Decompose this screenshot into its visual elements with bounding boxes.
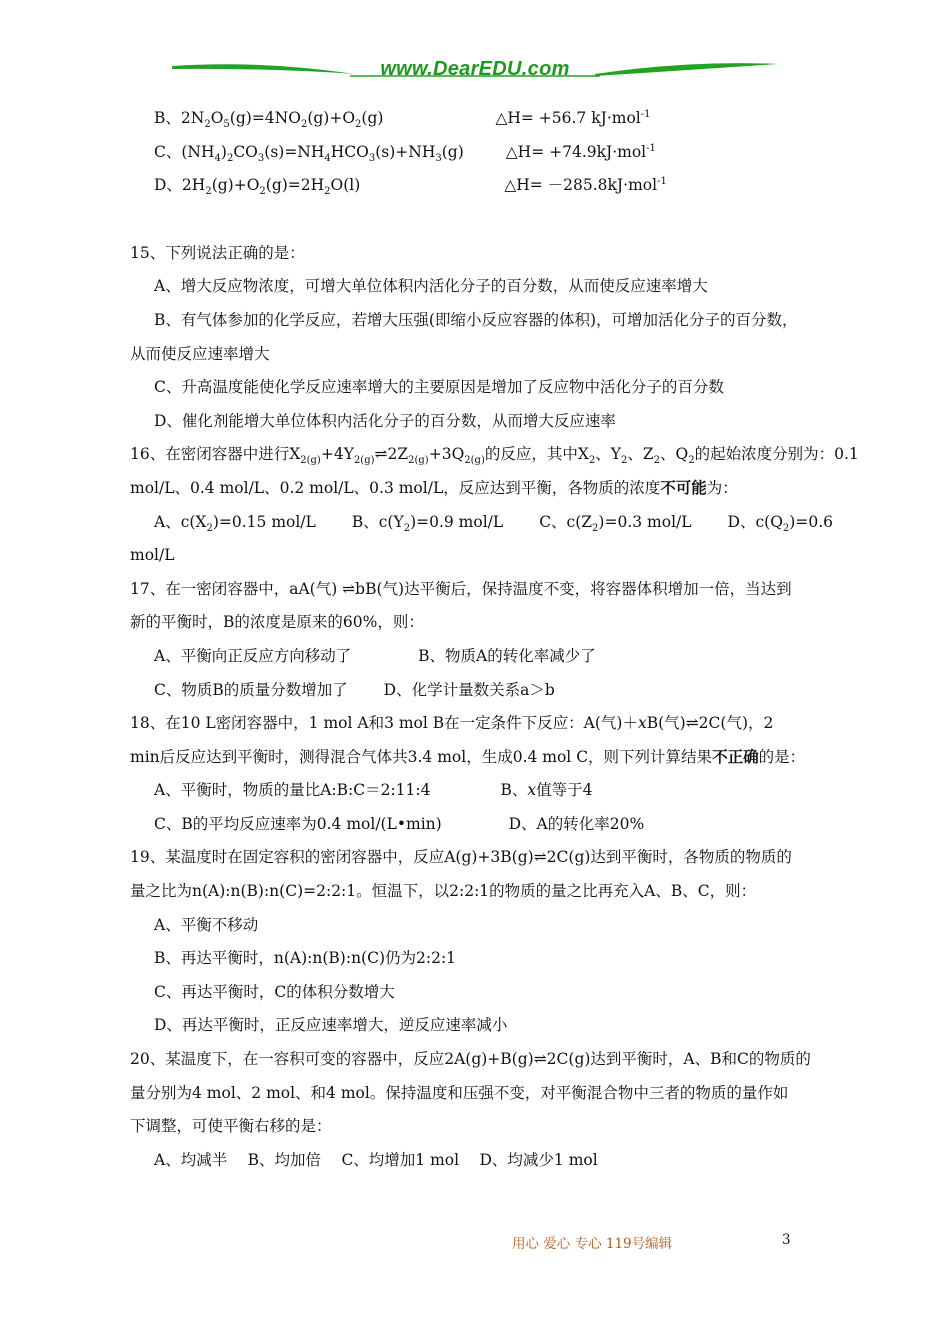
q18-stem-line2: min后反应达到平衡时，测得混合气体共3.4 mol，生成0.4 mol C，则下列计算结果不正确的是： xyxy=(130,747,806,766)
footer-text: 用心 爱心 专心 119号编辑 xyxy=(512,1236,673,1252)
site-logo: www.DearEDU.com xyxy=(380,58,570,80)
q15-option-c: C、升高温度能使化学反应速率增大的主要原因是增加了反应物中活化分子的百分数 xyxy=(154,378,724,397)
q17-options-ab: A、平衡向正反应方向移动了 B、物质A的转化率减少了 xyxy=(154,646,596,665)
q15-option-a: A、增大反应物浓度，可增大单位体积内活化分子的百分数，从而使反应速率增大 xyxy=(154,277,708,296)
q19-option-c: C、再达平衡时，C的体积分数增大 xyxy=(154,982,395,1001)
q15-stem: 15、下列说法正确的是： xyxy=(130,243,305,262)
q20-options: A、均减半 B、均加倍 C、均增加1 mol D、均减少1 mol xyxy=(154,1150,598,1169)
q19-option-b: B、再达平衡时，n(A):n(B):n(C)仍为2:2:1 xyxy=(154,949,457,968)
q20-stem-line2: 量分别为4 mol、2 mol、和4 mol。保持温度和压强不变，对平衡混合物中三者的物质的量作如 xyxy=(130,1083,789,1102)
q14-option-c: C、$(NH_4)_2CO_3(s)=NH_4HCO_3(s)+NH_3(g)$ △H= +74.9kJ·mol$^{-1}$ xyxy=(154,142,656,164)
q18-stem-line1: 18、在10 L密闭容器中，1 mol A和3 mol B在一定条件下反应：A(气)＋xB(气)⇌2C(气)，2 xyxy=(130,714,774,733)
q18-options-cd: C、B的平均反应速率为0.4 mol/(L•min) D、A的转化率20% xyxy=(154,814,645,833)
q19-stem-line1: 19、某温度时在固定容积的密闭容器中，反应A(g)+3B(g)⇌2C(g)达到平衡时，各物质的物质的 xyxy=(130,848,792,867)
q14-option-d: D、$2H_2(g)+O_2(g)=2H_2O(l)$ △H= －285.8kJ·mol$^{-1}$ xyxy=(154,176,667,198)
q18-options-ab: A、平衡时，物质的量比A:B:C＝2:11:4 B、x值等于4 xyxy=(154,781,593,800)
q19-option-d: D、再达平衡时，正反应速率增大，逆反应速率减小 xyxy=(154,1016,508,1035)
q17-options-cd: C、物质B的质量分数增加了 D、化学计量数关系a＞b xyxy=(154,680,555,699)
q14-option-b: B、$2N_2O_5(g)=4NO_2(g)+O_2(g)$ △H= +56.7 kJ·mol$^{-1}$ xyxy=(154,108,651,131)
q15-option-d: D、催化剂能增大单位体积内活化分子的百分数，从而增大反应速率 xyxy=(154,411,616,430)
document-body xyxy=(130,102,859,1177)
q15-option-b-line2: 从而使反应速率增大 xyxy=(130,344,270,363)
q17-stem-line1: 17、在一密闭容器中，aA(气) ⇌bB(气)达平衡后，保持温度不变，将容器体积增加一倍，当达到 xyxy=(130,579,792,598)
q16-stem-line1: 16、在密闭容器中进行$X_{2(g)}+4Y_{2(g)}\rightleftharpoons 2Z_{2(g)}+3Q_{2(g)}$的反应，其中$X_2$、$Y_2$、$Z_2$、$Q_2$的起始浓度分别为：0.1 xyxy=(130,445,859,467)
q19-stem-line2: 量之比为n(A):n(B):n(C)=2:2:1。恒温下，以2:2:1的物质的量之比再充入A、B、C，则： xyxy=(130,882,757,901)
q19-option-a: A、平衡不移动 xyxy=(154,915,259,934)
q16-options-cont: mol/L xyxy=(130,546,175,565)
page-header xyxy=(170,52,780,92)
q17-stem-line2: 新的平衡时，B的浓度是原来的60%，则： xyxy=(130,613,424,632)
page-number: 3 xyxy=(782,1232,791,1248)
q15-option-b-line1: B、有气体参加的化学反应，若增大压强(即缩小反应容器的体积)，可增加活化分子的百分数， xyxy=(154,310,798,329)
q16-options: A、$c(X_2)=0.15$ mol/L B、$c(Y_2)=0.9$ mol/L C、$c(Z_2)=0.3$ mol/L D、$c(Q_2)=0.6$ xyxy=(154,512,833,534)
q16-stem-line2: mol/L、0.4 mol/L、0.2 mol/L、0.3 mol/L，反应达到平衡，各物质的浓度不可能为： xyxy=(130,478,738,497)
q20-stem-line3: 下调整，可使平衡右移的是： xyxy=(130,1117,332,1136)
q20-stem-line1: 20、某温度下，在一容积可变的容器中，反应2A(g)+B(g)⇌2C(g)达到平衡时，A、B和C的物质的 xyxy=(130,1050,811,1069)
